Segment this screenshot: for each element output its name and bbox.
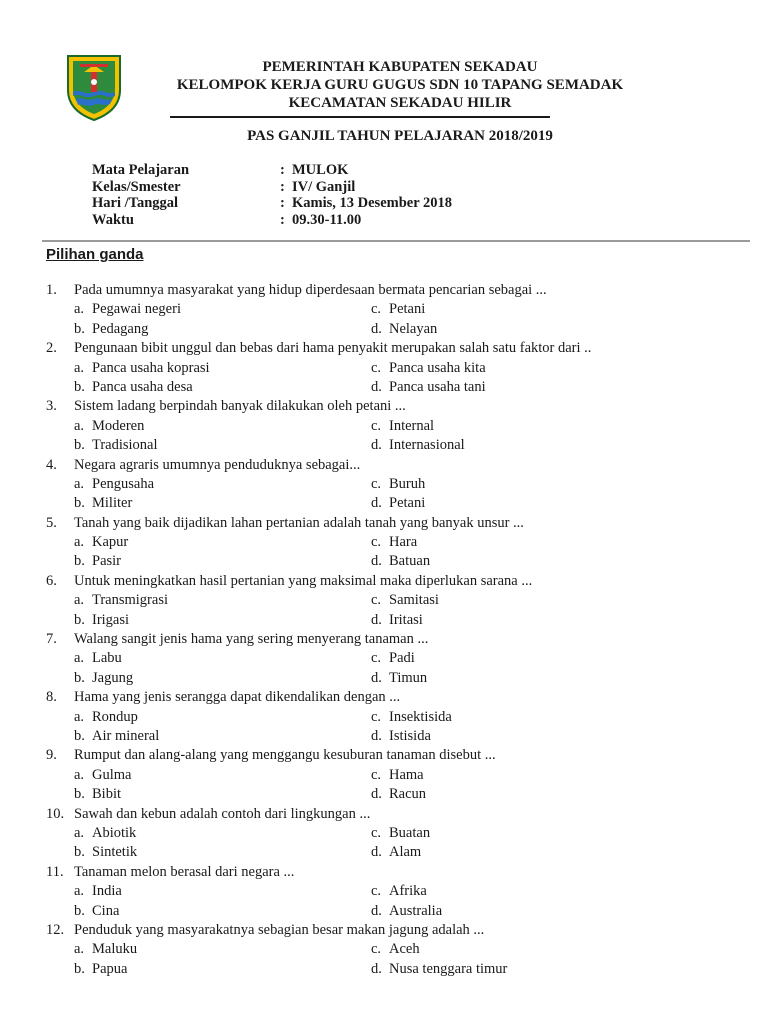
option-letter: b.	[74, 495, 85, 512]
info-colon: :	[280, 195, 285, 211]
option-letter: d.	[371, 378, 382, 395]
option-letter: d.	[371, 495, 382, 512]
letterhead-line-group: KELOMPOK KERJA GURU GUGUS SDN 10 TAPANG SEMADAK	[176, 77, 624, 93]
question-item	[46, 746, 746, 804]
question-line	[46, 397, 746, 416]
question-line	[46, 630, 746, 649]
option-b	[74, 378, 371, 397]
option-letter: a.	[74, 708, 85, 725]
option-text: Air mineral	[92, 727, 160, 744]
option-text: Rondup	[92, 708, 138, 725]
question-list	[46, 281, 746, 979]
question-line	[46, 281, 746, 300]
option-text: Panca usaha desa	[92, 378, 193, 395]
option-a	[74, 766, 371, 785]
section-title: Pilihan ganda	[46, 246, 144, 263]
option-letter: c.	[371, 417, 382, 434]
option-letter: b.	[74, 786, 85, 803]
info-row-class	[92, 179, 452, 196]
option-text: Irigasi	[92, 611, 130, 628]
option-c	[371, 417, 671, 436]
option-c	[371, 649, 671, 668]
option-text: Padi	[389, 650, 415, 667]
option-d	[371, 436, 671, 455]
option-a	[74, 417, 371, 436]
option-text: Labu	[92, 650, 122, 667]
exam-info-block	[92, 162, 452, 228]
option-letter: b.	[74, 378, 85, 395]
option-d	[371, 320, 671, 339]
question-line	[46, 746, 746, 765]
option-d	[371, 843, 671, 862]
option-text: India	[92, 883, 122, 900]
question-text: Hama yang jenis serangga dapat dikendalikan dengan ...	[74, 689, 401, 706]
option-b	[74, 960, 371, 979]
info-label: Mata Pelajaran	[92, 162, 190, 178]
option-a	[74, 359, 371, 378]
question-line	[46, 514, 746, 533]
option-b	[74, 552, 371, 571]
option-d	[371, 552, 671, 571]
question-text: Penduduk yang masyarakatnya sebagian besar makan jagung adalah ...	[74, 921, 485, 938]
question-item	[46, 339, 746, 397]
info-value: IV/ Ganjil	[292, 178, 356, 195]
question-line	[46, 688, 746, 707]
option-letter: d.	[371, 902, 382, 919]
option-letter: c.	[371, 650, 382, 667]
option-b	[74, 727, 371, 746]
option-letter: d.	[371, 844, 382, 861]
option-letter: c.	[371, 301, 382, 318]
option-a	[74, 940, 371, 959]
option-letter: a.	[74, 417, 85, 434]
option-b	[74, 843, 371, 862]
option-text: Kapur	[92, 534, 129, 551]
question-text: Walang sangit jenis hama yang sering menyerang tanaman ...	[74, 631, 429, 648]
answer-options	[74, 766, 746, 805]
option-text: Gulma	[92, 766, 132, 783]
option-text: Internasional	[389, 437, 465, 454]
option-text: Cina	[92, 902, 120, 919]
question-number: 3.	[46, 398, 57, 415]
option-letter: a.	[74, 592, 85, 609]
option-b	[74, 902, 371, 921]
option-b	[74, 436, 371, 455]
option-letter: b.	[74, 727, 85, 744]
option-c	[371, 359, 671, 378]
option-a	[74, 300, 371, 319]
question-item	[46, 572, 746, 630]
question-text: Pada umumnya masyarakat yang hidup diperdesaan bermata pencarian sebagai ...	[74, 282, 547, 298]
question-text: Untuk meningkatkan hasil pertanian yang maksimal maka diperlukan sarana ...	[74, 572, 533, 589]
option-text: Panca usaha koprasi	[92, 359, 210, 376]
option-text: Pedagang	[92, 320, 149, 337]
question-number: 5.	[46, 514, 57, 531]
option-text: Jagung	[92, 669, 134, 686]
option-letter: c.	[371, 824, 382, 841]
option-letter: a.	[74, 883, 85, 900]
option-text: Aceh	[389, 941, 420, 958]
option-letter: b.	[74, 553, 85, 570]
answer-options	[74, 591, 746, 630]
answer-options	[74, 300, 746, 339]
option-c	[371, 300, 671, 319]
question-number: 6.	[46, 572, 57, 589]
option-b	[74, 320, 371, 339]
option-text: Pegawai negeri	[92, 301, 181, 318]
option-text: Istisida	[389, 727, 431, 744]
option-text: Racun	[389, 786, 427, 803]
option-text: Papua	[92, 960, 128, 977]
letterhead-line-government: PEMERINTAH KABUPATEN SEKADAU	[262, 59, 538, 75]
option-letter: a.	[74, 766, 85, 783]
question-text: Rumput dan alang-alang yang menggangu kesuburan tanaman disebut ...	[74, 747, 496, 764]
option-text: Pengusaha	[92, 475, 155, 492]
exam-title: PAS GANJIL TAHUN PELAJARAN 2018/2019	[247, 128, 553, 144]
option-letter: c.	[371, 883, 382, 900]
question-item	[46, 630, 746, 688]
option-d	[371, 669, 671, 688]
option-a	[74, 708, 371, 727]
option-text: Panca usaha tani	[389, 378, 486, 395]
option-text: Petani	[389, 301, 426, 318]
option-a	[74, 824, 371, 843]
question-line	[46, 339, 746, 358]
option-a	[74, 591, 371, 610]
option-a	[74, 649, 371, 668]
option-text: Transmigrasi	[92, 592, 168, 609]
option-text: Hara	[389, 534, 418, 551]
question-number: 8.	[46, 689, 57, 706]
option-letter: d.	[371, 960, 382, 977]
answer-options	[74, 649, 746, 688]
option-text: Timun	[389, 669, 428, 686]
option-text: Insektisida	[389, 708, 452, 725]
option-c	[371, 475, 671, 494]
option-c	[371, 882, 671, 901]
answer-options	[74, 359, 746, 398]
option-d	[371, 378, 671, 397]
question-item	[46, 688, 746, 746]
option-letter: b.	[74, 902, 85, 919]
option-text: Batuan	[389, 553, 431, 570]
option-letter: d.	[371, 611, 382, 628]
option-letter: d.	[371, 669, 382, 686]
option-d	[371, 494, 671, 513]
option-a	[74, 475, 371, 494]
option-b	[74, 611, 371, 630]
option-d	[371, 611, 671, 630]
option-text: Alam	[389, 844, 422, 861]
option-a	[74, 533, 371, 552]
answer-options	[74, 533, 746, 572]
option-letter: c.	[371, 941, 382, 958]
answer-options	[74, 940, 746, 979]
question-text: Negara agraris umumnya penduduknya sebagai...	[74, 456, 361, 473]
question-item	[46, 921, 746, 979]
info-value: 09.30-11.00	[292, 211, 362, 228]
question-item	[46, 805, 746, 863]
info-value: MULOK	[292, 162, 349, 178]
answer-options	[74, 708, 746, 747]
info-colon: :	[280, 162, 285, 178]
option-text: Iritasi	[389, 611, 423, 628]
question-item	[46, 281, 746, 339]
question-text: Pengunaan bibit unggul dan bebas dari hama penyakit merupakan salah satu faktor dari ..	[74, 340, 592, 357]
option-c	[371, 766, 671, 785]
option-letter: b.	[74, 437, 85, 454]
option-c	[371, 940, 671, 959]
info-colon: :	[280, 211, 285, 228]
option-letter: d.	[371, 786, 382, 803]
option-a	[74, 882, 371, 901]
option-c	[371, 591, 671, 610]
answer-options	[74, 475, 746, 514]
question-item	[46, 514, 746, 572]
option-text: Buruh	[389, 475, 426, 492]
question-text: Tanah yang baik dijadikan lahan pertanian adalah tanah yang banyak unsur ...	[74, 514, 524, 531]
question-item	[46, 397, 746, 455]
option-letter: c.	[371, 534, 382, 551]
question-number: 11.	[46, 863, 64, 880]
option-letter: c.	[371, 766, 382, 783]
question-item	[46, 456, 746, 514]
option-letter: c.	[371, 708, 382, 725]
answer-options	[74, 824, 746, 863]
option-letter: b.	[74, 669, 85, 686]
option-d	[371, 902, 671, 921]
option-d	[371, 727, 671, 746]
option-text: Buatan	[389, 824, 431, 841]
option-text: Petani	[389, 495, 426, 512]
info-label: Kelas/Smester	[92, 178, 181, 195]
question-number: 2.	[46, 340, 57, 357]
option-text: Sintetik	[92, 844, 138, 861]
option-letter: d.	[371, 727, 382, 744]
district-emblem-logo	[64, 52, 124, 122]
option-letter: b.	[74, 960, 85, 977]
question-text: Sistem ladang berpindah banyak dilakukan oleh petani ...	[74, 398, 406, 415]
option-text: Abiotik	[92, 824, 137, 841]
option-text: Militer	[92, 495, 133, 512]
option-letter: a.	[74, 824, 85, 841]
option-letter: a.	[74, 534, 85, 551]
info-value: Kamis, 13 Desember 2018	[292, 195, 453, 211]
option-text: Bibit	[92, 786, 122, 803]
option-text: Pasir	[92, 553, 121, 570]
question-line	[46, 572, 746, 591]
option-text: Moderen	[92, 417, 145, 434]
question-number: 1.	[46, 282, 57, 298]
option-letter: b.	[74, 320, 85, 337]
option-text: Nusa tenggara timur	[389, 960, 508, 977]
option-letter: c.	[371, 592, 382, 609]
option-c	[371, 824, 671, 843]
option-letter: c.	[371, 359, 382, 376]
option-letter: d.	[371, 320, 382, 337]
letterhead	[150, 58, 650, 112]
letterhead-line-district: KECAMATAN SEKADAU HILIR	[288, 95, 512, 111]
info-row-subject	[92, 162, 452, 179]
option-text: Nelayan	[389, 320, 438, 337]
answer-options	[74, 882, 746, 921]
option-b	[74, 785, 371, 804]
option-text: Samitasi	[389, 592, 439, 609]
option-text: Maluku	[92, 941, 138, 958]
option-text: Australia	[389, 902, 443, 919]
option-text: Tradisional	[92, 437, 158, 454]
option-letter: a.	[74, 359, 85, 376]
option-text: Hama	[389, 766, 424, 783]
question-number: 12.	[46, 921, 65, 938]
question-line	[46, 863, 746, 882]
option-d	[371, 960, 671, 979]
option-letter: a.	[74, 301, 85, 318]
question-line	[46, 921, 746, 940]
option-letter: b.	[74, 611, 85, 628]
question-number: 4.	[46, 456, 57, 473]
info-row-date	[92, 195, 452, 212]
option-letter: b.	[74, 844, 85, 861]
option-c	[371, 533, 671, 552]
option-text: Panca usaha kita	[389, 359, 486, 376]
question-text: Tanaman melon berasal dari negara ...	[74, 863, 295, 880]
option-d	[371, 785, 671, 804]
option-letter: a.	[74, 650, 85, 667]
option-letter: d.	[371, 553, 382, 570]
question-line	[46, 456, 746, 475]
option-letter: a.	[74, 941, 85, 958]
option-letter: a.	[74, 475, 85, 492]
question-line	[46, 805, 746, 824]
question-number: 9.	[46, 747, 57, 764]
info-label: Hari /Tanggal	[92, 195, 179, 211]
option-letter: c.	[371, 475, 382, 492]
option-text: Internal	[389, 417, 435, 434]
option-b	[74, 669, 371, 688]
question-number: 10.	[46, 805, 65, 822]
question-text: Sawah dan kebun adalah contoh dari lingkungan ...	[74, 805, 371, 822]
question-item	[46, 863, 746, 921]
option-b	[74, 494, 371, 513]
option-text: Afrika	[389, 883, 427, 900]
info-row-time	[92, 212, 452, 229]
answer-options	[74, 417, 746, 456]
option-letter: d.	[371, 437, 382, 454]
option-c	[371, 708, 671, 727]
question-number: 7.	[46, 631, 57, 648]
section-divider	[42, 240, 750, 242]
letterhead-divider	[170, 116, 550, 118]
info-label: Waktu	[92, 211, 134, 228]
info-colon: :	[280, 178, 285, 195]
